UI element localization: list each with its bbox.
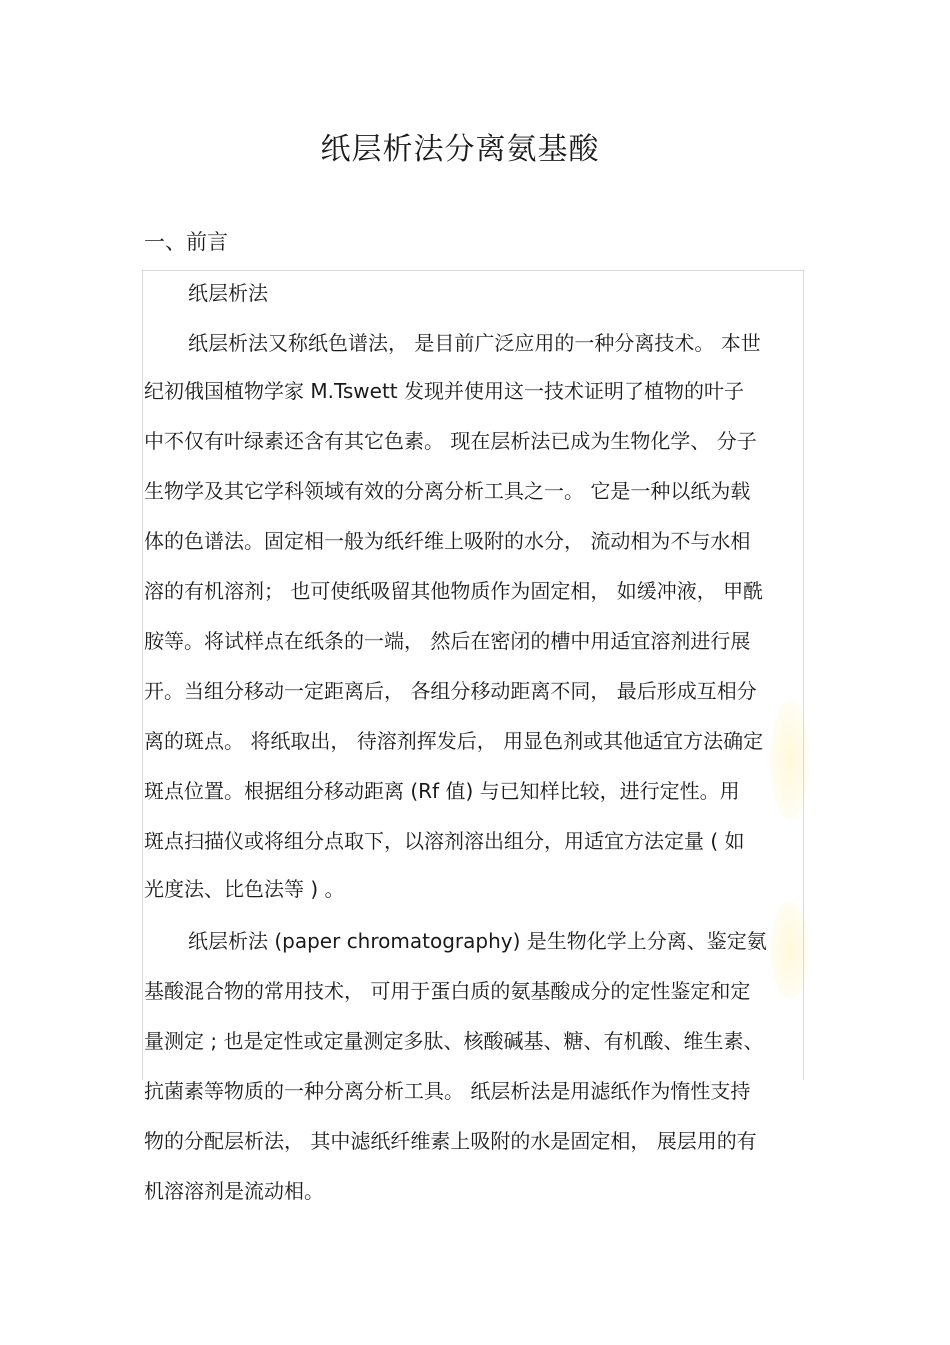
paragraph-line: 开。当组分移动一定距离后， 各组分移动距离不同， 最后形成互相分 xyxy=(144,679,757,703)
paragraph-line: 胺等。将试样点在纸条的一端， 然后在密闭的槽中用适宜溶剂进行展 xyxy=(144,629,751,653)
paragraph-line: 物的分配层析法， 其中滤纸纤维素上吸附的水是固定相， 展层用的有 xyxy=(144,1129,757,1153)
section-heading: 一、前言 xyxy=(144,230,228,254)
paragraph-line: 量测定 ; 也是定性或定量测定多肽、核酸碱基、糖、有机酸、维生素、 xyxy=(144,1029,764,1053)
page-title: 纸层析法分离氨基酸 xyxy=(320,132,600,167)
paragraph-line: 中不仅有叶绿素还含有其它色素。 现在层析法已成为生物化学、 分子 xyxy=(144,429,757,453)
subheading: 纸层析法 xyxy=(188,281,268,305)
paragraph-line: 抗菌素等物质的一种分离分析工具。 纸层析法是用滤纸作为惰性支持 xyxy=(144,1079,751,1103)
paragraph-line: 斑点位置。根据组分移动距离 (Rf 值) 与已知样比较，进行定性。用 xyxy=(144,779,740,803)
paragraph-line: 离的斑点。 将纸取出， 待溶剂挥发后， 用显色剂或其他适宜方法确定 xyxy=(144,729,764,753)
paragraph-line: 纪初俄国植物学家 M.Tswett 发现并使用这一技术证明了植物的叶子 xyxy=(144,379,744,403)
paragraph-line: 纸层析法又称纸色谱法， 是目前广泛应用的一种分离技术。 本世 xyxy=(188,331,761,355)
paragraph-line: 机溶溶剂是流动相。 xyxy=(144,1179,324,1203)
paragraph-line: 溶的有机溶剂； 也可使纸吸留其他物质作为固定相， 如缓冲液， 甲酰 xyxy=(144,579,764,603)
paragraph-line: 基酸混合物的常用技术， 可用于蛋白质的氨基酸成分的定性鉴定和定 xyxy=(144,979,751,1003)
paragraph-line: 光度法、比色法等 ) 。 xyxy=(144,877,345,901)
paragraph-line: 纸层析法 (paper chromatography) 是生物化学上分离、鉴定氨 xyxy=(188,929,767,953)
paragraph-line: 体的色谱法。固定相一般为纸纤维上吸附的水分， 流动相为不与水相 xyxy=(144,529,751,553)
paragraph-line: 生物学及其它学科领域有效的分离分析工具之一。 它是一种以纸为载 xyxy=(144,479,751,503)
paragraph-line: 斑点扫描仪或将组分点取下，以溶剂溶出组分，用适宜方法定量 ( 如 xyxy=(144,829,745,853)
